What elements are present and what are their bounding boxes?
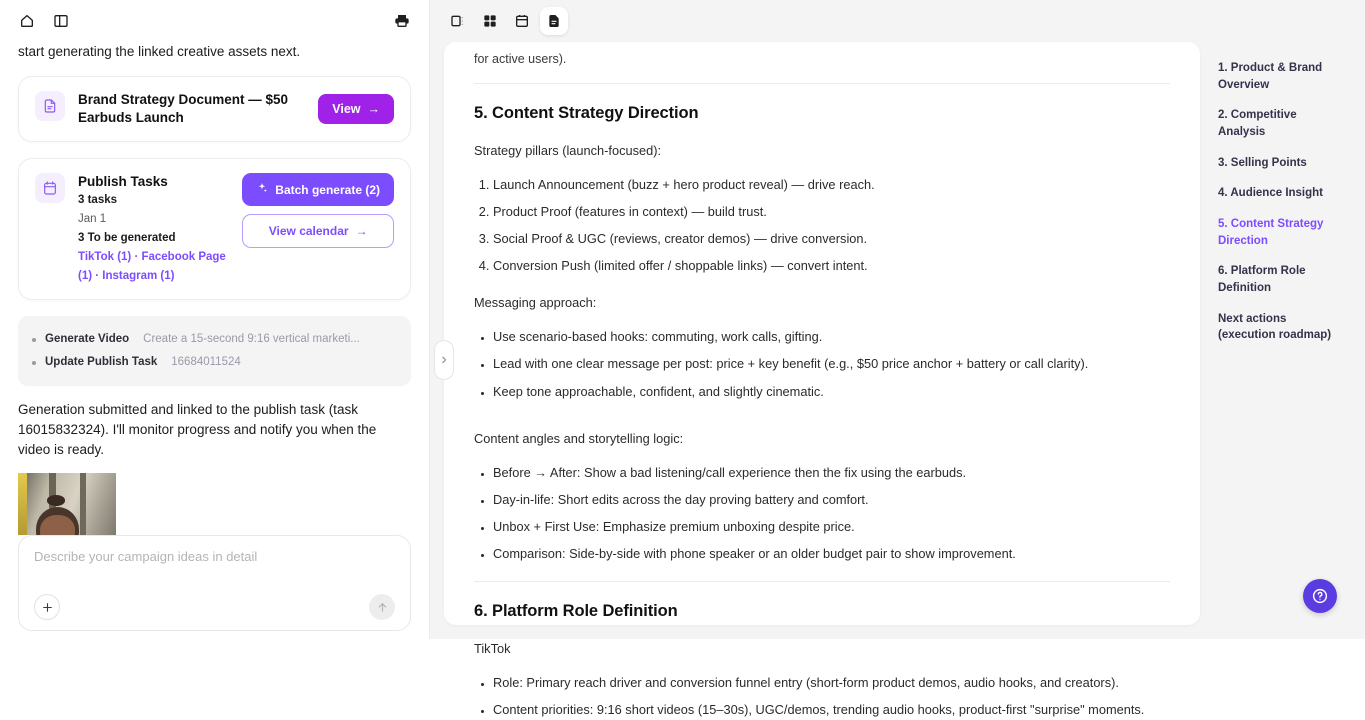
partial-paragraph-top: for active users).: [474, 52, 567, 66]
list-item: • Lead with one clear message per post: price + key benefit (e.g., $50 price anchor + battery or call clarity).: [493, 354, 1170, 373]
messaging-approach-list: [474, 327, 1170, 401]
list-item: • Day-in-life: Short edits across the day proving battery and comfort.: [493, 490, 1170, 509]
content-angles-title: Content angles and storytelling logic:: [474, 430, 684, 446]
document-inner: [474, 42, 1170, 720]
brand-strategy-document-card[interactable]: [18, 76, 411, 142]
chat-panel: [0, 0, 430, 639]
list-item: 3. Social Proof & UGC (reviews, creator demos) — drive conversion.: [493, 229, 1170, 248]
bullet-icon: [32, 361, 36, 365]
publish-task-status: 3 To be generated: [78, 232, 176, 245]
content-angles-list: [474, 463, 1170, 564]
composer-wrapper: [0, 535, 429, 645]
publish-card-row: [35, 173, 394, 285]
publish-task-date: Jan 1: [78, 213, 107, 226]
toc-item-1[interactable]: 1. Product & Brand Overview: [1218, 62, 1323, 91]
tool-call-name: Update Publish Task: [45, 356, 158, 369]
toc-item-2[interactable]: 2. Competitive Analysis: [1218, 109, 1297, 139]
messaging-approach-title: Messaging approach:: [474, 295, 597, 311]
calendar-icon[interactable]: [508, 7, 536, 35]
view-button-label: View: [332, 101, 361, 116]
assistant-final-message: Generation submitted and linked to the publish task (task 16015832324). I'll monitor progress and notify you when the video is ready.: [18, 402, 377, 457]
message-composer[interactable]: [18, 535, 411, 631]
arrow-right-icon: →: [355, 224, 368, 238]
strategy-pillars-list: [474, 175, 1170, 276]
section-heading-6: 6. Platform Role Definition: [474, 602, 678, 621]
document-card-row: [35, 91, 394, 127]
list-item: • Role: Primary reach driver and conversion funnel entry (short-form product demos, audio hooks, and creators).: [493, 673, 1170, 692]
document-content-card[interactable]: [444, 42, 1200, 718]
assistant-message-text: start generating the linked creative assets next.: [18, 44, 301, 59]
platform-name: TikTok: [474, 641, 511, 657]
chat-message-list: [0, 42, 429, 535]
print-icon[interactable]: [389, 8, 415, 34]
grid-icon[interactable]: [476, 7, 504, 35]
attach-button[interactable]: [34, 594, 60, 620]
list-item: 1. Launch Announcement (buzz + hero product reveal) — drive reach.: [493, 175, 1170, 194]
view-document-button[interactable]: [318, 94, 394, 124]
list-item: • Keep tone approachable, confident, and slightly cinematic.: [493, 382, 1170, 401]
list-item: • Unbox + First Use: Emphasize premium unboxing despite price.: [493, 517, 1170, 536]
publish-card-body: [78, 173, 229, 285]
chat-toolbar: [0, 0, 429, 42]
table-of-contents: [1200, 42, 1360, 639]
document-area: [430, 42, 1365, 718]
document-card-body: [78, 91, 305, 127]
content-spacer: [474, 419, 1170, 429]
toc-item-4[interactable]: 4. Audience Insight: [1218, 187, 1324, 200]
strategy-pillars-intro: Strategy pillars (launch-focused):: [474, 142, 662, 158]
tool-call-argument: 16684011524: [171, 356, 241, 369]
publish-card-actions: [242, 173, 394, 248]
chevron-right-icon: ›: [441, 351, 447, 368]
tool-call-row[interactable]: [32, 328, 397, 351]
batch-generate-button[interactable]: [242, 173, 394, 206]
tool-call-row[interactable]: [32, 351, 397, 374]
sidebar-toggle-icon[interactable]: [48, 8, 74, 34]
section-divider: [474, 83, 1170, 84]
bullet-icon: [32, 338, 36, 342]
document-panel: [430, 0, 1365, 718]
thumbnail-window-frame: [80, 473, 86, 535]
view-calendar-label: View calendar: [268, 224, 349, 238]
arrow-right-icon: →: [367, 101, 380, 116]
thumbnail-rail: [18, 473, 27, 535]
document-icon[interactable]: [540, 7, 568, 35]
document-card-title: Brand Strategy Document — $50 Earbuds Launch: [78, 91, 289, 125]
toc-item-5[interactable]: 5. Content Strategy Direction: [1218, 218, 1324, 247]
send-button[interactable]: [369, 594, 395, 620]
panel-layout-icon[interactable]: [444, 7, 472, 35]
list-item: • Content priorities: 9:16 short videos (15–30s), UGC/demos, trending audio hooks, product-first "surprise" moments.: [493, 700, 1170, 719]
document-file-icon: [35, 91, 65, 121]
toc-item-next-actions[interactable]: Next actions (execution roadmap): [1218, 312, 1332, 342]
list-item: 4. Conversion Push (limited offer / shoppable links) — convert intent.: [493, 256, 1170, 275]
sparkle-icon: [256, 182, 268, 197]
platform-role-list: [474, 673, 1170, 719]
video-thumbnail[interactable]: [18, 473, 116, 535]
publish-card-meta: [78, 191, 229, 285]
home-icon[interactable]: [14, 8, 40, 34]
composer-footer: [34, 594, 395, 620]
help-button[interactable]: [1303, 579, 1337, 613]
list-item: • Use scenario-based hooks: commuting, work calls, gifting.: [493, 327, 1170, 346]
campaign-idea-input[interactable]: [34, 549, 395, 564]
tool-call-block: [18, 316, 411, 387]
publish-task-platforms[interactable]: TikTok (1) · Facebook Page (1) · Instagram (1): [78, 251, 226, 282]
toc-item-3[interactable]: 3. Selling Points: [1218, 156, 1307, 169]
view-calendar-button[interactable]: [242, 214, 394, 248]
document-toolbar: [430, 0, 1365, 42]
toc-item-6[interactable]: 6. Platform Role Definition: [1218, 265, 1306, 295]
collapse-panel-handle[interactable]: [434, 340, 454, 380]
calendar-file-icon: [35, 173, 65, 203]
list-item: • Comparison: Side-by-side with phone speaker or an older budget pair to show improvement.: [493, 544, 1170, 563]
batch-generate-label: Batch generate (2): [275, 182, 380, 197]
tool-call-name: Generate Video: [45, 332, 130, 345]
list-item: 2. Product Proof (features in context) — build trust.: [493, 202, 1170, 221]
thumbnail-person-bun: [47, 495, 65, 506]
tool-call-argument: Create a 15-second 9:16 vertical marketi...: [143, 332, 360, 345]
publish-task-count: 3 tasks: [78, 194, 118, 207]
section-divider: [474, 581, 1170, 582]
list-item: • Before → After: Show a bad listening/call experience then the fix using the earbuds.: [493, 463, 1170, 482]
section-heading-5: 5. Content Strategy Direction: [474, 103, 699, 122]
publish-card-title: Publish Tasks: [78, 174, 168, 189]
publish-tasks-card[interactable]: [18, 158, 411, 300]
